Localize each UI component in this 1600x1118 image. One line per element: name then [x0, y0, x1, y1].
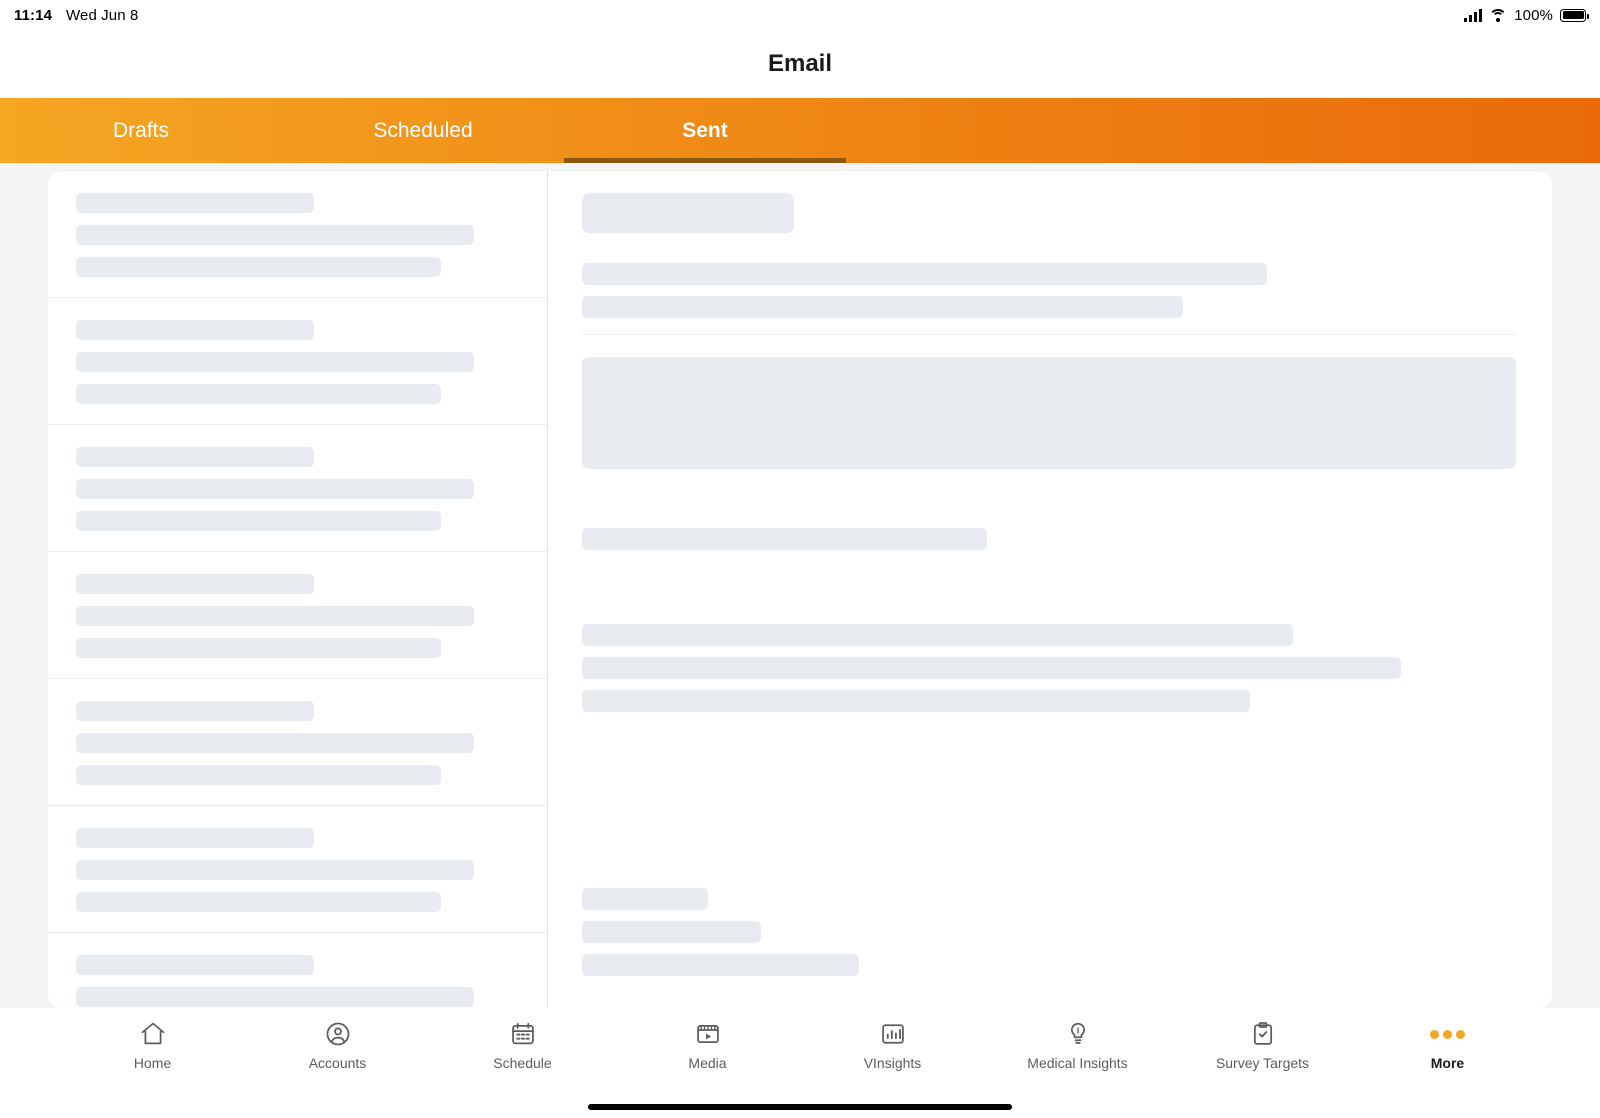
- person-circle-icon: [323, 1019, 353, 1049]
- nav-item-medical-insights[interactable]: [985, 1019, 1170, 1071]
- placeholder-bar: [582, 657, 1401, 679]
- status-time: 11:14: [14, 6, 53, 24]
- placeholder-bar: [76, 638, 441, 658]
- list-item[interactable]: [48, 298, 547, 425]
- nav-item-more[interactable]: [1355, 1019, 1540, 1071]
- nav-item-accounts[interactable]: [245, 1019, 430, 1071]
- content-area: [0, 163, 1600, 1008]
- bottom-tab-bar: [0, 1008, 1600, 1096]
- placeholder-bar: [76, 257, 441, 277]
- placeholder-bar: [76, 955, 314, 975]
- nav-item-home[interactable]: [60, 1019, 245, 1071]
- placeholder-bar: [76, 320, 314, 340]
- segmented-tab-bar: [0, 98, 1600, 163]
- tab-scheduled-label: Scheduled: [373, 118, 473, 142]
- placeholder-bar: [582, 624, 1293, 646]
- lightbulb-idea-icon: [1063, 1019, 1093, 1049]
- status-bar-right: [1464, 7, 1586, 24]
- nav-item-survey-targets-label: Survey Targets: [1215, 1055, 1310, 1071]
- status-bar-left: [14, 7, 138, 24]
- home-indicator[interactable]: [588, 1104, 1012, 1110]
- status-date: Wed Jun 8: [66, 6, 139, 24]
- list-item[interactable]: [48, 933, 547, 1008]
- tab-scheduled[interactable]: [282, 98, 564, 163]
- nav-item-survey-targets[interactable]: [1170, 1019, 1355, 1071]
- cellular-signal-icon: [1464, 9, 1482, 22]
- nav-item-accounts-label: Accounts: [308, 1055, 367, 1071]
- placeholder-bar: [582, 690, 1250, 712]
- calendar-icon: [508, 1019, 538, 1049]
- email-list-pane[interactable]: [48, 171, 548, 1008]
- placeholder-bar: [76, 828, 314, 848]
- wifi-icon: [1489, 9, 1507, 22]
- detail-divider: [582, 334, 1516, 335]
- status-bar: [0, 0, 1600, 30]
- placeholder-bar: [76, 606, 474, 626]
- placeholder-bar: [582, 296, 1183, 318]
- nav-item-medical-insights-label: Medical Insights: [1027, 1055, 1128, 1071]
- nav-item-schedule-label: Schedule: [493, 1055, 552, 1071]
- placeholder-bar: [76, 860, 474, 880]
- tab-sent-label: Sent: [682, 118, 728, 142]
- placeholder-bar: [76, 511, 441, 531]
- email-detail-pane[interactable]: [548, 171, 1552, 1008]
- placeholder-bar: [76, 447, 314, 467]
- home-icon: [138, 1019, 168, 1049]
- nav-item-vinsights[interactable]: [800, 1019, 985, 1071]
- list-item[interactable]: [48, 425, 547, 552]
- placeholder-bar: [582, 954, 859, 976]
- list-item[interactable]: [48, 806, 547, 933]
- placeholder-bar: [76, 384, 441, 404]
- nav-item-schedule[interactable]: [430, 1019, 615, 1071]
- list-item[interactable]: [48, 552, 547, 679]
- tab-drafts[interactable]: [0, 98, 282, 163]
- placeholder-bar: [76, 733, 474, 753]
- placeholder-bar: [76, 987, 474, 1007]
- nav-item-media[interactable]: [615, 1019, 800, 1071]
- placeholder-bar: [76, 352, 474, 372]
- placeholder-block: [582, 357, 1516, 469]
- tab-drafts-label: Drafts: [112, 118, 169, 142]
- battery-icon: [1560, 9, 1586, 22]
- tab-sent[interactable]: [564, 98, 846, 163]
- media-play-icon: [693, 1019, 723, 1049]
- placeholder-bar: [582, 528, 987, 550]
- page-header: [0, 30, 1600, 98]
- nav-item-media-label: Media: [688, 1055, 727, 1071]
- battery-percent-label: 100%: [1514, 6, 1553, 24]
- more-dots-icon: [1430, 1019, 1465, 1049]
- placeholder-bar: [76, 479, 474, 499]
- list-item[interactable]: [48, 679, 547, 806]
- placeholder-bar: [76, 225, 474, 245]
- clipboard-check-icon: [1248, 1019, 1278, 1049]
- nav-item-vinsights-label: VInsights: [863, 1055, 922, 1071]
- placeholder-chip: [582, 193, 794, 233]
- placeholder-bar: [582, 888, 708, 910]
- placeholder-bar: [76, 574, 314, 594]
- placeholder-bar: [582, 921, 761, 943]
- nav-item-more-label: More: [1430, 1055, 1465, 1071]
- list-item[interactable]: [48, 171, 547, 298]
- placeholder-bar: [76, 892, 441, 912]
- nav-item-home-label: Home: [133, 1055, 172, 1071]
- bar-chart-icon: [878, 1019, 908, 1049]
- placeholder-bar: [582, 263, 1267, 285]
- email-split-view: [48, 171, 1552, 1008]
- placeholder-bar: [76, 701, 314, 721]
- page-title: Email: [767, 50, 833, 77]
- home-indicator-area: [0, 1096, 1600, 1118]
- placeholder-bar: [76, 193, 314, 213]
- placeholder-bar: [76, 765, 441, 785]
